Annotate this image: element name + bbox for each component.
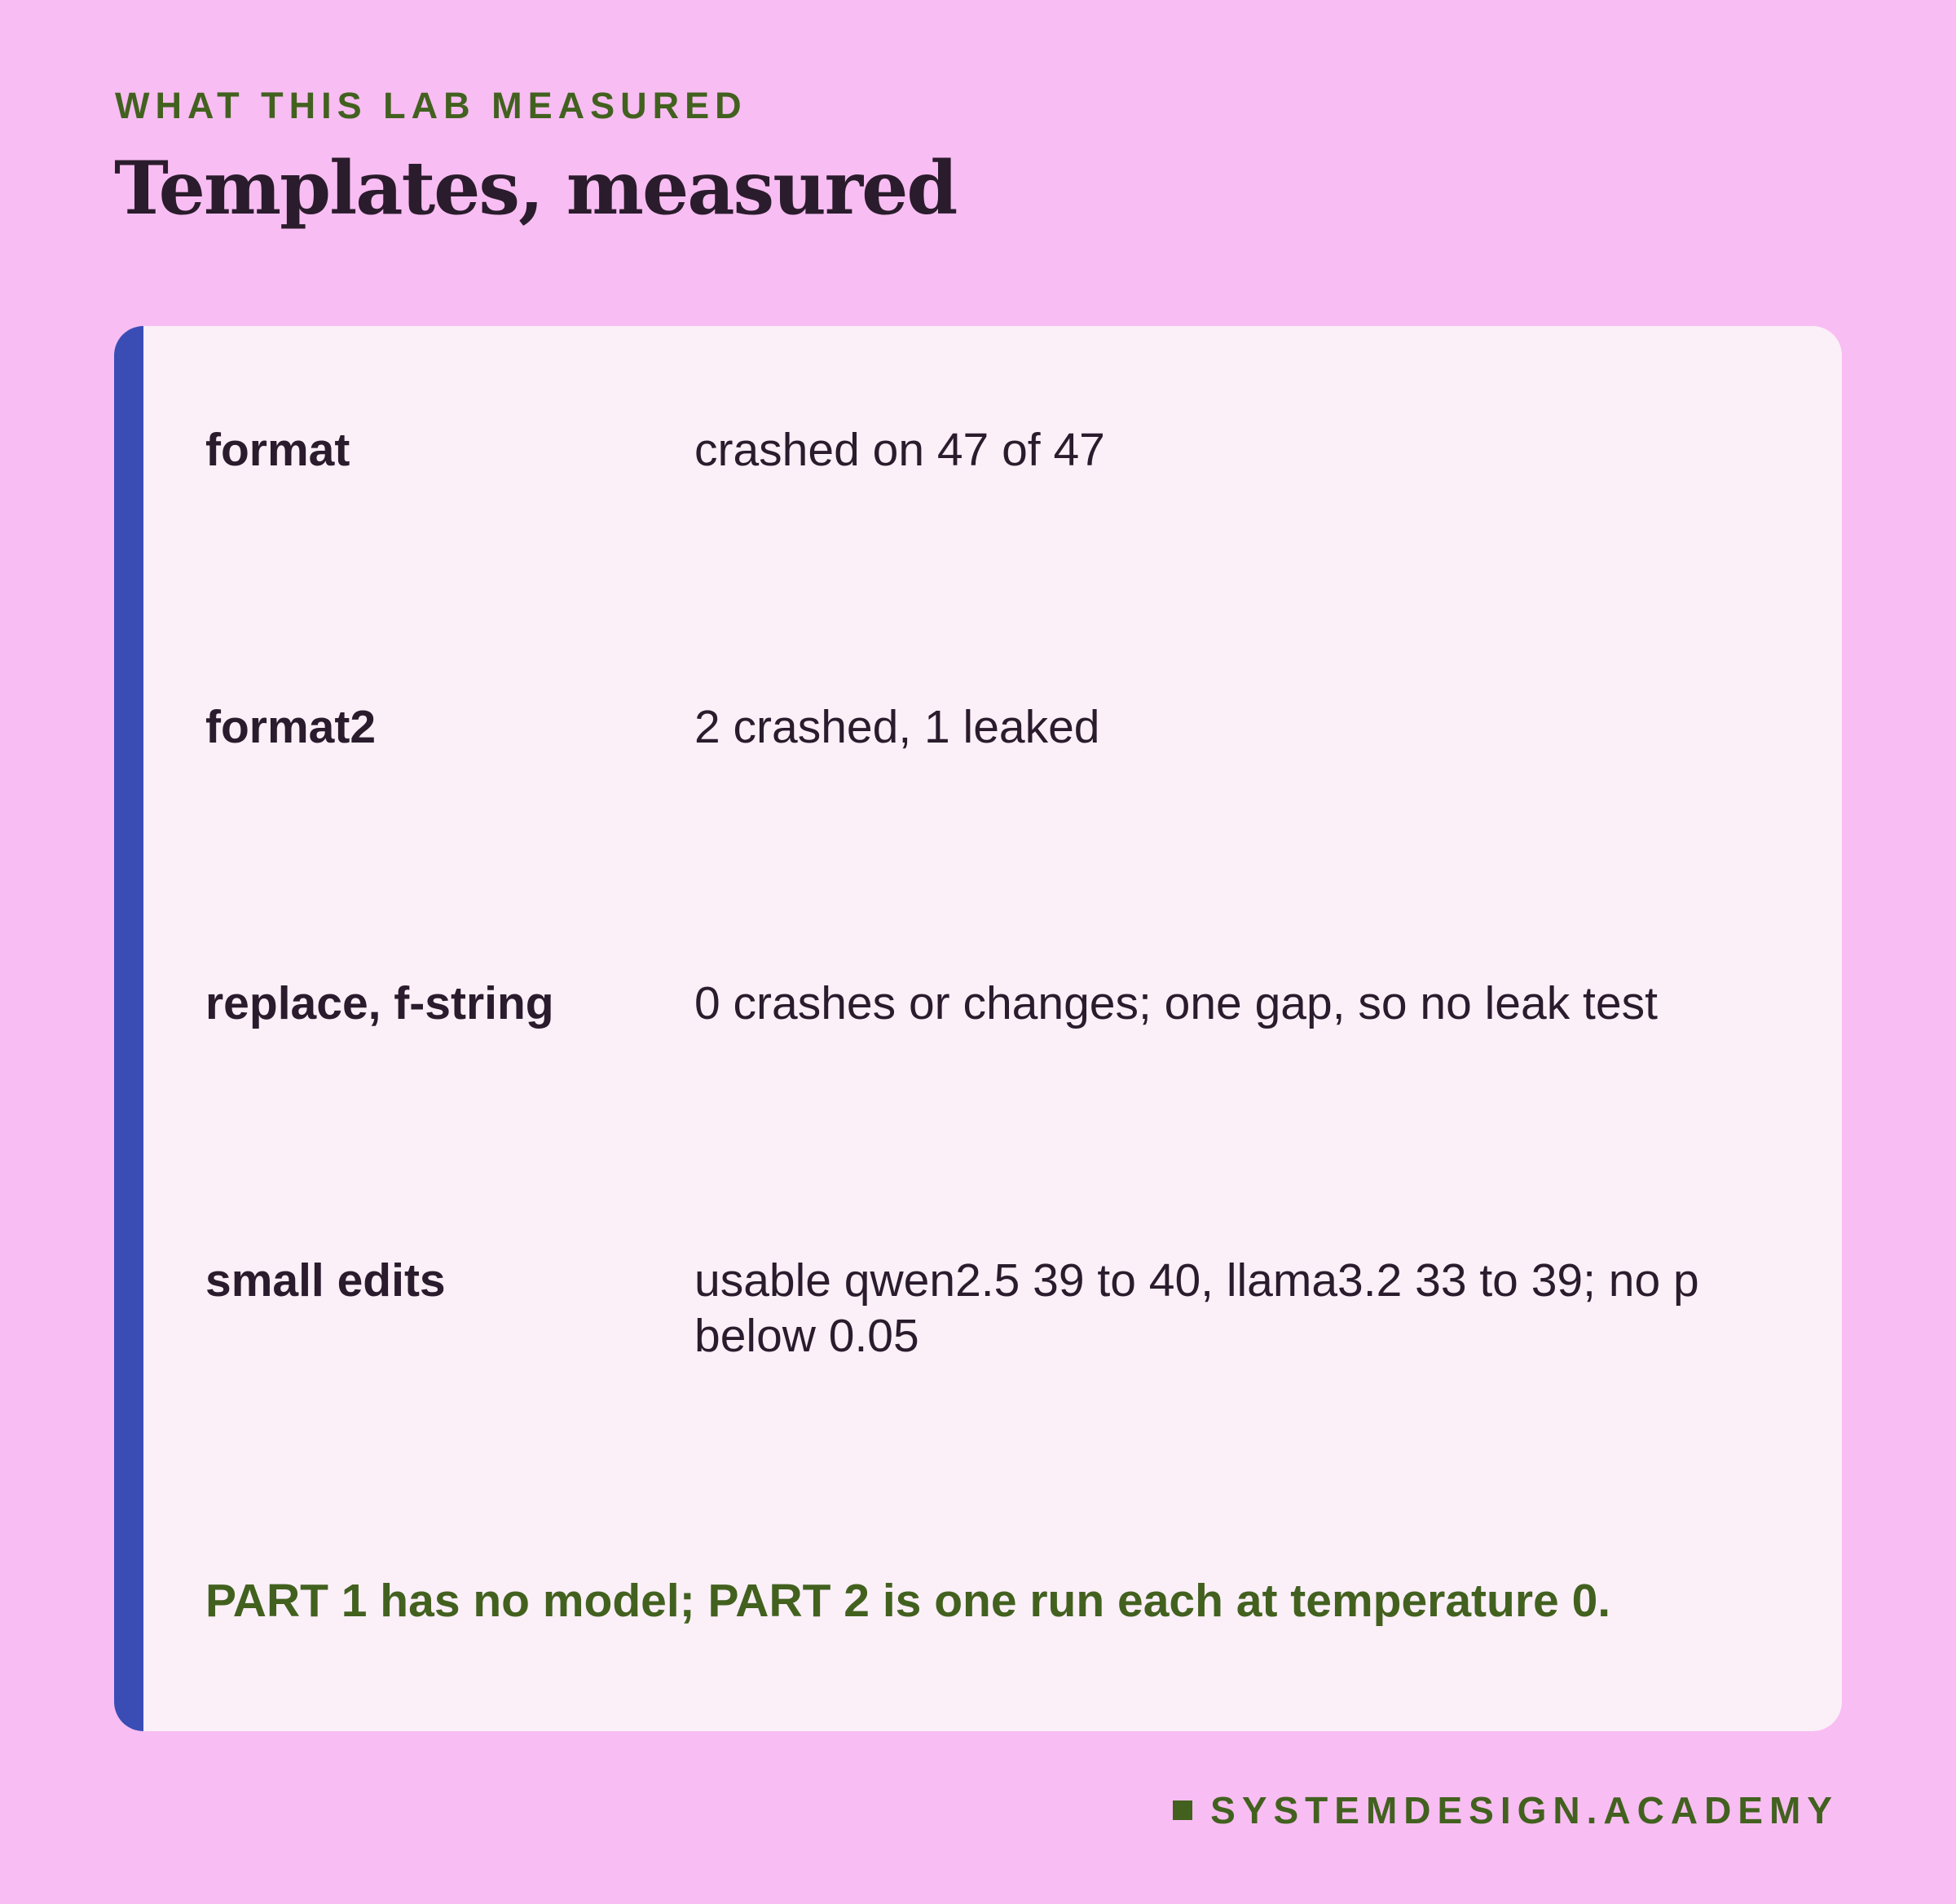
card-note: PART 1 has no model; PART 2 is one run each at temperature 0. [205, 1575, 1611, 1627]
brand-text: SYSTEMDESIGN.ACADEMY [1210, 1789, 1839, 1831]
row-key: replace, f-string [205, 977, 554, 1029]
card-accent-bar [114, 326, 143, 1731]
row-value: crashed on 47 of 47 [694, 424, 1105, 476]
row-value: 2 crashed, 1 leaked [694, 701, 1100, 753]
row-key: format [205, 424, 350, 476]
results-card [114, 326, 1842, 1731]
page-title: Templates, measured [114, 145, 957, 231]
row-key: small edits [205, 1254, 446, 1307]
row-value: 0 crashes or changes; one gap, so no leak test [694, 977, 1658, 1029]
brand-footer [1173, 1788, 1839, 1832]
eyebrow-label: WHAT THIS LAB MEASURED [115, 85, 747, 126]
row-key: format2 [205, 701, 377, 753]
row-value: usable qwen2.5 39 to 40, llama3.2 33 to 39; no p below 0.05 [694, 1254, 1699, 1363]
brand-square-icon [1173, 1800, 1192, 1820]
